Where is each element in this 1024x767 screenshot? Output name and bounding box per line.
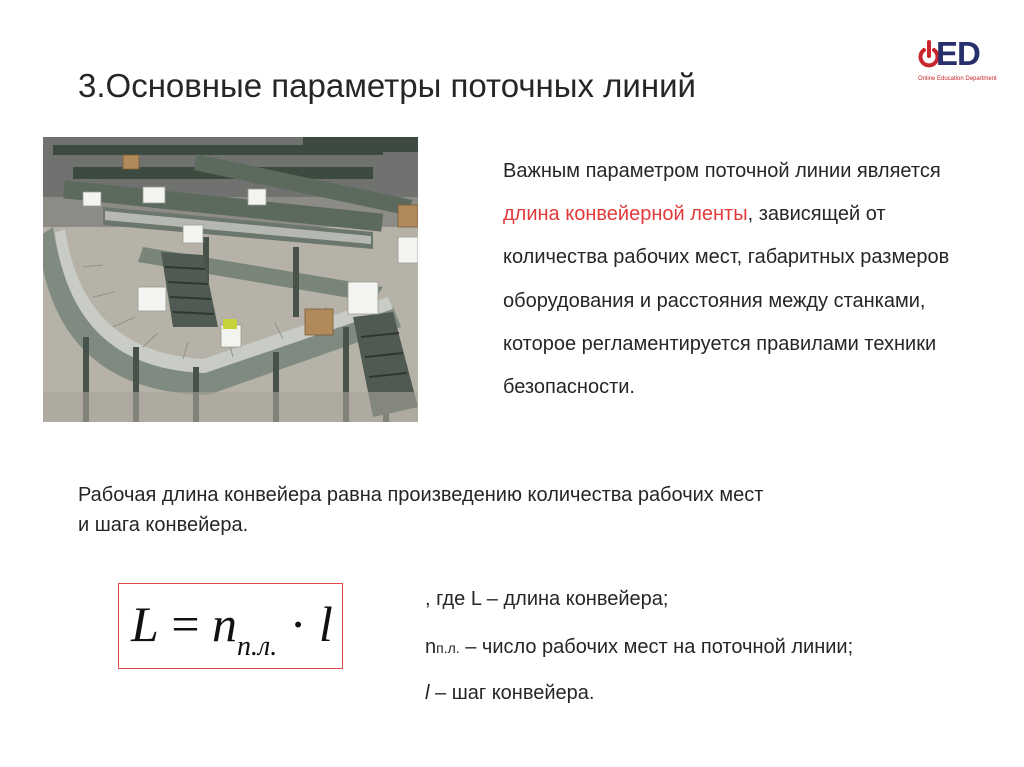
conveyor-length-note: Рабочая длина конвейера равна произведению количества рабочих мест и шага конвейера.	[78, 484, 764, 536]
definition-n-var: n	[425, 636, 437, 658]
definition-n-sub: п.л.	[436, 640, 460, 656]
oed-logo	[918, 36, 1004, 84]
formula-n: n	[212, 596, 238, 652]
paragraph-text-rest: , зависящей от количества рабочих мест, габаритных размеров оборудования и расстояния между станками, которое регламентируется правилами техники безопасности.	[503, 203, 950, 399]
formula-box	[118, 583, 343, 669]
definition-l	[425, 679, 594, 707]
formula-l: l	[318, 596, 333, 652]
logo-letters: ED	[936, 35, 980, 72]
formula	[131, 594, 333, 677]
formula-equals: =	[158, 596, 213, 652]
definition-L: , где L – длина конвейера;	[425, 588, 669, 610]
definition-l-var: l	[425, 682, 430, 704]
definition-n-text: – число рабочих мест на поточной линии;	[459, 636, 854, 658]
highlighted-term: длина конвейерной ленты	[503, 203, 748, 226]
slide-title: 3.Основные параметры поточных линий	[78, 67, 696, 104]
formula-dot: ·	[277, 596, 319, 652]
definition-l-text: – шаг конвейера.	[429, 682, 595, 704]
definition-n	[425, 633, 853, 662]
paragraph-text: Важным параметром поточной линии является	[503, 160, 941, 182]
formula-subscript: п.л.	[237, 631, 278, 662]
description-paragraph	[503, 150, 953, 409]
formula-lhs: L	[131, 596, 159, 652]
conveyor-photo	[43, 137, 418, 422]
logo-tagline: Online Education Department	[918, 76, 997, 82]
